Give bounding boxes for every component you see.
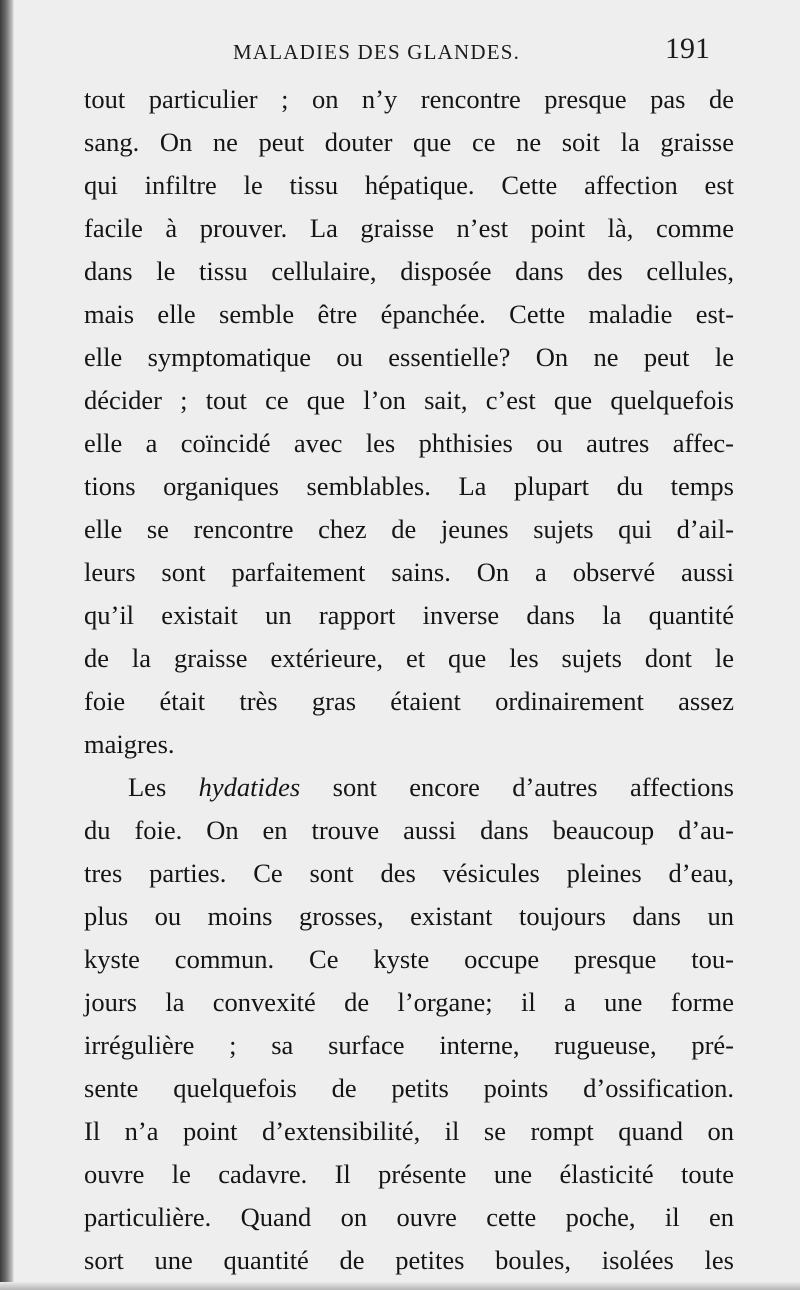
page-bottom-edge (0, 1282, 800, 1290)
text-line: mais elle semble être épanchée. Cette maladie est- (84, 299, 734, 329)
text-line: de la graisse extérieure, et que les sujets dont le (84, 643, 734, 673)
text-line: sang. On ne peut douter que ce ne soit la graisse (84, 127, 734, 157)
text-line: ouvre le cadavre. Il présente une élasticité toute (84, 1159, 734, 1189)
text-line: qu’il existait un rapport inverse dans la quantité (84, 600, 734, 630)
text-span: Les (128, 772, 199, 802)
text-line: irrégulière ; sa surface interne, rugueuse, pré- (84, 1030, 734, 1060)
text-line: du foie. On en trouve aussi dans beaucoup d’au- (84, 815, 734, 845)
text-span: sont encore d’autres affections (300, 772, 734, 802)
text-line: kyste commun. Ce kyste occupe presque tou- (84, 944, 734, 974)
text-line: leurs sont parfaitement sains. On a observé aussi (84, 557, 734, 587)
running-title: MALADIES DES GLANDES. (233, 40, 521, 64)
text-line: facile à prouver. La graisse n’est point là, comme (84, 213, 734, 243)
text-line: tions organiques semblables. La plupart du temps (84, 471, 734, 501)
text-line: sente quelquefois de petits points d’ossification. (84, 1073, 734, 1103)
text-line: maigres. (84, 729, 175, 759)
book-gutter-shadow (0, 0, 14, 1290)
text-line: dans le tissu cellulaire, disposée dans des cellules, (84, 256, 734, 286)
paragraph-start-line (84, 766, 734, 809)
text-line: tout particulier ; on n’y rencontre presque pas de (84, 84, 734, 114)
text-line: Il n’a point d’extensibilité, il se rompt quand on (84, 1116, 734, 1146)
text-line: foie était très gras étaient ordinairement assez (84, 686, 734, 716)
text-line: particulière. Quand on ouvre cette poche, il en (84, 1202, 734, 1232)
text-line: sort une quantité de petites boules, isolées les (84, 1245, 734, 1275)
text-line: elle a coïncidé avec les phthisies ou autres affec- (84, 428, 734, 458)
text-line: qui infiltre le tissu hépatique. Cette affection est (84, 170, 734, 200)
text-line: elle symptomatique ou essentielle? On ne peut le (84, 342, 734, 372)
text-line: tres parties. Ce sont des vésicules pleines d’eau, (84, 858, 734, 888)
text-line: décider ; tout ce que l’on sait, c’est que quelquefois (84, 385, 734, 415)
italic-term: hydatides (198, 772, 301, 802)
text-line: elle se rencontre chez de jeunes sujets qui d’ail- (84, 514, 734, 544)
text-line: plus ou moins grosses, existant toujours dans un (84, 901, 734, 931)
page-number: 191 (665, 32, 710, 65)
text-line: jours la convexité de l’organe; il a une forme (84, 987, 734, 1017)
